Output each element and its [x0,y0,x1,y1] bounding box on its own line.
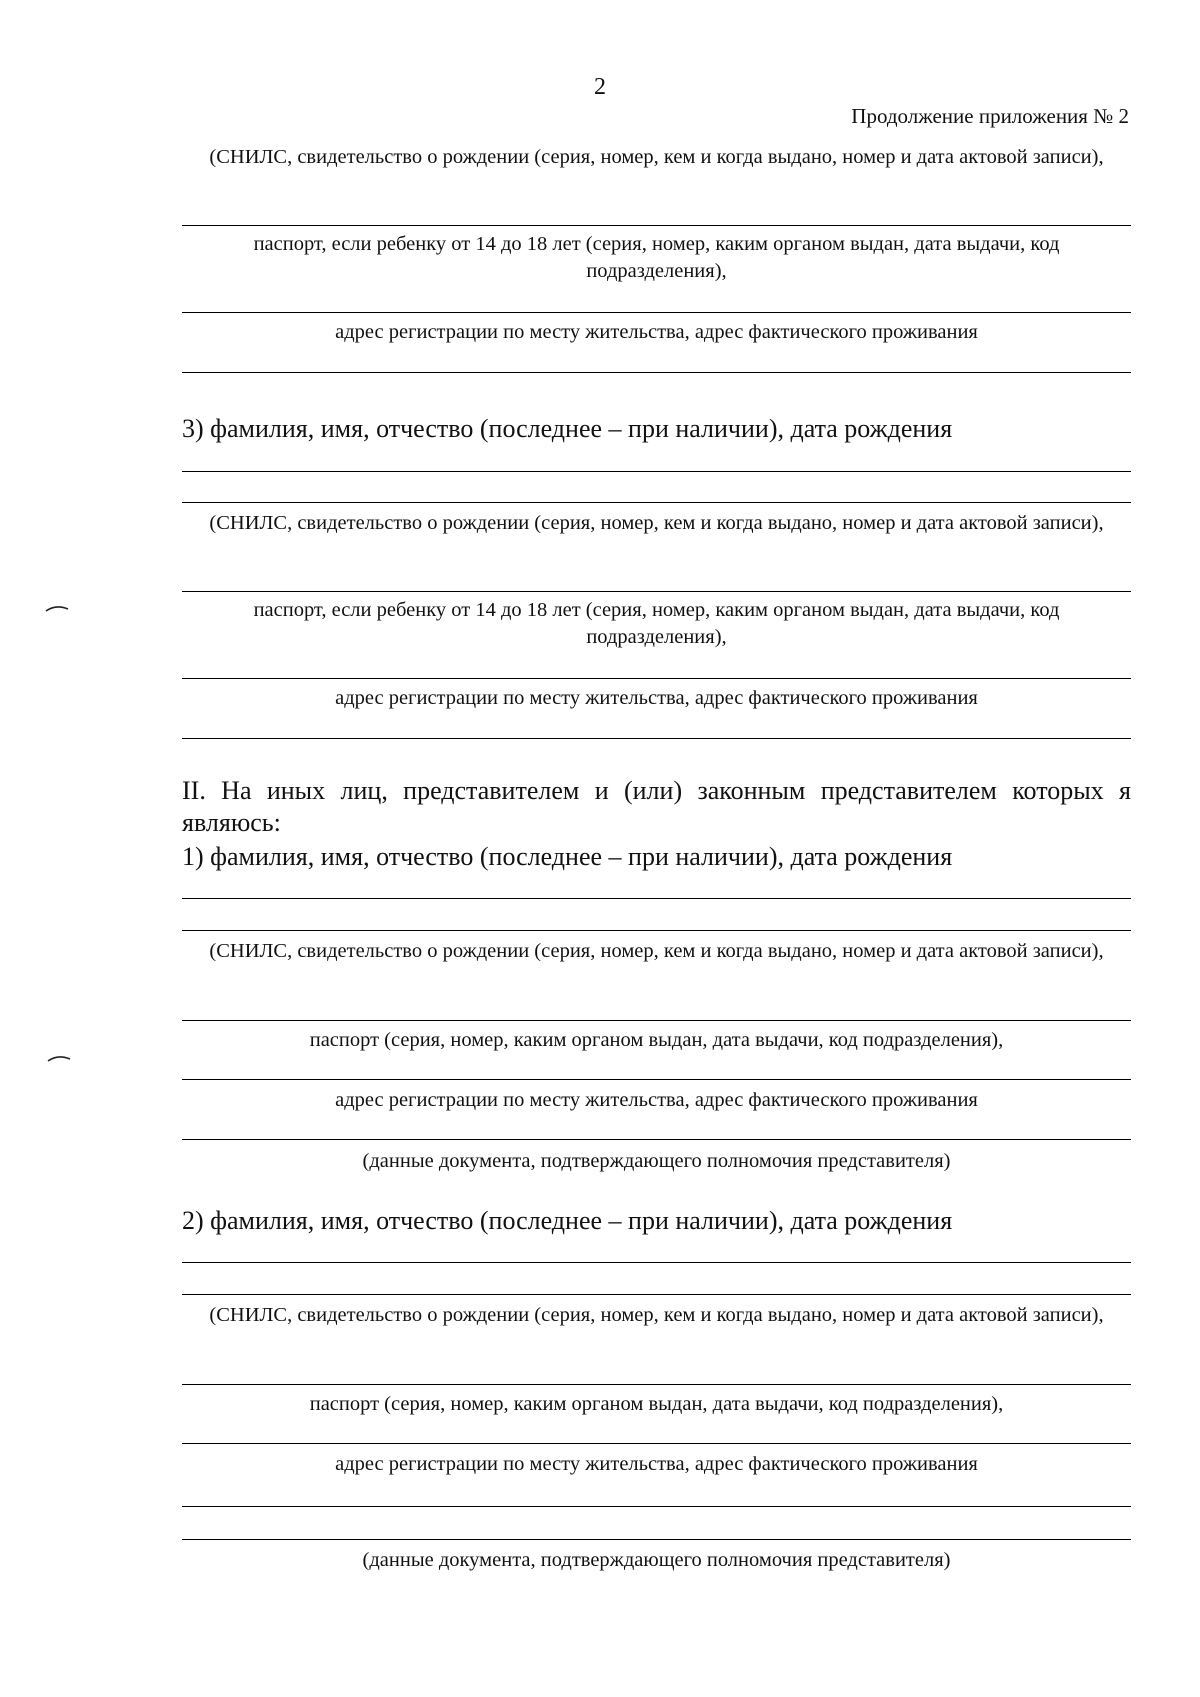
fill-line [182,1020,1131,1021]
fill-line [182,312,1131,313]
fill-line [182,1506,1131,1507]
caption-snils: (СНИЛС, свидетельство о рождении (серия, номер, кем и когда выдано, номер и дата актовой записи), [209,146,1104,168]
fill-line [182,225,1131,226]
fill-line [182,1539,1131,1540]
fill-line [182,930,1131,931]
scan-mark [44,603,70,613]
caption-address: адрес регистрации по месту жительства, адрес фактического проживания [335,1089,978,1111]
caption-passport: паспорт (серия, номер, каким органом выдан, дата выдачи, код подразделения), [309,1029,1004,1051]
item-2-heading: 2) фамилия, имя, отчество (последнее – при наличии), дата рождения [182,1206,953,1235]
caption-address: адрес регистрации по месту жительства, адрес фактического проживания [335,687,978,709]
fill-line [182,1139,1131,1140]
scan-mark [46,1053,72,1063]
fill-line [182,678,1131,679]
caption-authority-doc: (данные документа, подтверждающего полномочия представителя) [362,1549,951,1571]
fill-line [182,898,1131,899]
caption-passport: паспорт (серия, номер, каким органом выдан, дата выдачи, код подразделения), [309,1393,1004,1415]
caption-passport-child: паспорт, если ребенку от 14 до 18 лет (серия, номер, каким органом выдан, дата выдачи, код подразделения), [253,599,1060,648]
fill-line [182,1262,1131,1263]
caption-snils: (СНИЛС, свидетельство о рождении (серия, номер, кем и когда выдано, номер и дата актовой записи), [209,940,1104,962]
caption-snils: (СНИЛС, свидетельство о рождении (серия, номер, кем и когда выдано, номер и дата актовой записи), [209,512,1104,534]
caption-authority-doc: (данные документа, подтверждающего полномочия представителя) [362,1150,951,1172]
fill-line [182,591,1131,592]
fill-line [182,471,1131,472]
caption-snils: (СНИЛС, свидетельство о рождении (серия, номер, кем и когда выдано, номер и дата актовой записи), [209,1304,1104,1326]
fill-line [182,1294,1131,1295]
fill-line [182,1443,1131,1444]
fill-line [182,372,1131,373]
fill-line [182,502,1131,503]
caption-address: адрес регистрации по месту жительства, адрес фактического проживания [335,1453,978,1475]
item-1-heading: 1) фамилия, имя, отчество (последнее – при наличии), дата рождения [182,842,953,871]
fill-line [182,1384,1131,1385]
fill-line [182,1079,1131,1080]
appendix-note: Продолжение приложения № 2 [851,104,1129,128]
page-number: 2 [594,74,606,100]
item-3-heading: 3) фамилия, имя, отчество (последнее – при наличии), дата рождения [182,414,953,443]
fill-line [182,738,1131,739]
section-2-heading: II. На иных лиц, представителем и (или) законным представителем которых я являюсь: [182,776,1131,837]
caption-passport-child: паспорт, если ребенку от 14 до 18 лет (серия, номер, каким органом выдан, дата выдачи, код подразделения), [253,233,1060,282]
caption-address: адрес регистрации по месту жительства, адрес фактического проживания [335,321,978,343]
